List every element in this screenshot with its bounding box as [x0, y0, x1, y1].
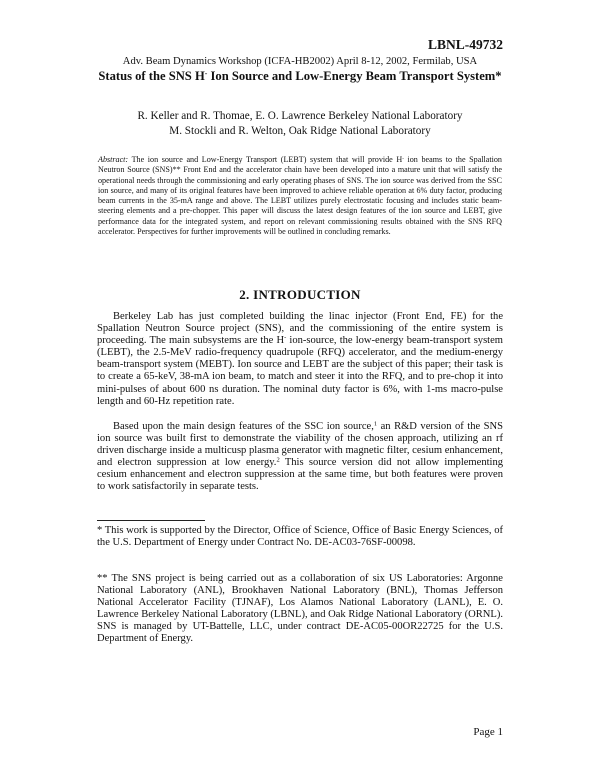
title-superscript: - [204, 68, 208, 78]
footnote-2: ** The SNS project is being carried out as a collaboration of six US Laboratories: Argonne National Laboratory (ANL), Brookhaven National Laboratory (BNL), Thomas Jefferson National Accelerator Facility (TJNAF), Los Alamos National Laboratory (LANL), E. O. Lawrence Berkeley National Laboratory (LBNL), and Oak Ridge National Laboratory (ORNL). SNS is managed by UT-Battelle, LLC, under contract DE-AC05-00OR22725 for the U.S. Department of Energy. [97, 573, 503, 645]
p1-text-b: ion-source, the low-energy beam-transport system (LEBT), the 2.5-MeV radio-frequency quadrupole (RFQ) accelerator, and the medium-energy beam-transport system (MEBT). Ion source and LEBT are the subject of this paper; their task is to create a 65-keV, 38-mA ion beam, to match and steer it into the RFQ, and to pre-chop it into mini-pulses of about 600 ns duration. The nominal duty factor is 6%, with 1-ms macro-pulse length and 60-Hz repetition rate. [97, 335, 503, 407]
intro-paragraph-2 [97, 421, 503, 494]
paper-title [95, 69, 505, 84]
workshop-line: Adv. Beam Dynamics Workshop (ICFA-HB2002) April 8-12, 2002, Fermilab, USA [122, 56, 478, 67]
author-block [0, 109, 600, 139]
author-line-2: M. Stockli and R. Welton, Oak Ridge National Laboratory [169, 125, 431, 137]
p2-text-a: Based upon the main design features of the SSC ion source, [113, 421, 374, 432]
author-line-1: R. Keller and R. Thomae, E. O. Lawrence Berkeley National Laboratory [137, 110, 463, 122]
p1-superscript: - [284, 334, 287, 342]
intro-paragraph-1 [97, 311, 503, 408]
p2-text-b: an R&D version of the SNS ion source was built first to demonstrate the viability of the chosen approach, utilizing an rf driven discharge inside a multicusp plasma generator with magnetic filter, cesium enhancement, and electron suppression at low energy. [97, 421, 503, 469]
abstract [98, 155, 502, 237]
abstract-label: Abstract: [98, 155, 129, 164]
section-heading: 2. INTRODUCTION [239, 287, 361, 302]
title-text-1: Status of the SNS H [98, 69, 205, 83]
report-number: LBNL-49732 [427, 37, 503, 52]
page-number: Page 1 [473, 726, 503, 738]
p1-text-a: Berkeley Lab has just completed building the linac injector (Front End, FE) for the Spallation Neutron Source project (SNS), and the commissioning of the entire system is proceeding. The main subsystems are the H [97, 311, 503, 347]
abstract-superscript: - [402, 156, 404, 162]
reference-2: 2 [276, 456, 280, 464]
abstract-text-a: The ion source and Low-Energy Transport (LEBT) system that will provide H [128, 155, 403, 164]
title-text-2: Ion Source and Low-Energy Beam Transport System* [207, 69, 502, 83]
abstract-text-b: ion beams to the Spallation Neutron Source (SNS)** Front End and the accelerator chain have been developed into a mature unit that will satisfy the operational needs through the commissioning and early operating phases of SNS. The ion source was derived from the SSC ion source, and many of its original features have been improved to achieve reliable operation at 6% duty factor, producing beam currents in the 35-mA range and above. The LEBT utilizes purely electrostatic focusing and includes static beam-steering elements and a pre-chopper. This paper will discuss the latest design features of the ion source and LEBT, give performance data for the integrated system, and report on relevant commissioning results obtained with the SNS RFQ accelerator. Perspectives for further improvements will be outlined in concluding remarks. [98, 155, 502, 237]
footnote-1: * This work is supported by the Director, Office of Science, Office of Basic Energy Sciences, of the U.S. Department of Energy under Contract No. DE-AC03-76SF-00098. [97, 525, 503, 549]
reference-1: 1 [373, 420, 378, 428]
footnote-divider [97, 520, 205, 521]
p2-text-c: This source version did not allow implementing cesium enhancement and electron suppression at the same time, but both features were proven to work satisfactorily in separate tests. [97, 457, 504, 493]
